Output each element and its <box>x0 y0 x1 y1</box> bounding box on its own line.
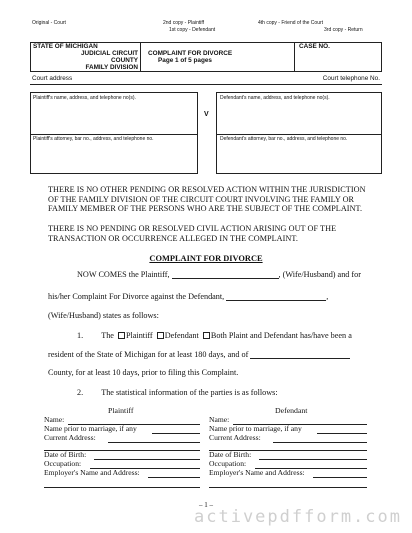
plaintiff-address-field[interactable] <box>108 442 200 443</box>
complaint-heading: COMPLAINT FOR DIVORCE <box>149 254 263 263</box>
plaintiff-dob-label: Date of Birth: <box>44 450 87 459</box>
item-1-the: The <box>101 331 114 340</box>
defendant-prior-name-label: Name prior to marriage, if any <box>209 424 302 433</box>
plaintiff-box-divider <box>30 134 198 135</box>
comma-text: , <box>326 292 329 301</box>
defendant-occupation-label: Occupation: <box>209 459 247 468</box>
copy-first: 1st copy - Defendant <box>169 27 216 33</box>
defendant-employer-label: Employer's Name and Address: <box>209 468 305 477</box>
complaint-line-2 <box>48 292 328 301</box>
plaintiff-checkbox[interactable] <box>118 332 125 339</box>
item-2-text: The statistical information of the parties is as follows: <box>101 388 278 397</box>
page-number: – 1 – <box>199 501 213 509</box>
residence-text: resident of the State of Michigan for at least 180 days, and of <box>48 350 249 359</box>
county-blank[interactable] <box>250 351 350 359</box>
plaintiff-name-label: Plaintiff's name, address, and telephone no(s). <box>33 95 136 101</box>
wife-husband-text-1: , (Wife/Husband) and for <box>278 270 361 279</box>
defendant-address-field[interactable] <box>273 442 367 443</box>
copy-original: Original - Court <box>32 20 66 26</box>
complaint-line-3: (Wife/Husband) states as follows: <box>48 311 159 320</box>
plaintiff-dob-field[interactable] <box>94 459 200 460</box>
item-1-line <box>77 331 352 340</box>
item-2-line <box>77 388 278 397</box>
versus-label: V <box>204 111 209 118</box>
plaintiff-employer-label: Employer's Name and Address: <box>44 468 140 477</box>
defendant-checkbox[interactable] <box>157 332 164 339</box>
defendant-employer-field[interactable] <box>313 477 367 478</box>
statement-civil-action: THERE IS NO PENDING OR RESOLVED CIVIL ACTION ARISING OUT OF THE TRANSACTION OR OCCURRENCE ALLEGED IN THE COMPLAINT. <box>48 224 337 243</box>
plaintiff-column-header: Plaintiff <box>108 406 134 415</box>
defendant-attorney-label: Defendant's attorney, bar no., address, and telephone no. <box>220 136 348 142</box>
now-comes-text: NOW COMES the Plaintiff, <box>77 270 170 279</box>
plaintiff-prior-name-label: Name prior to marriage, if any <box>44 424 137 433</box>
defendant-option-label: Defendant <box>164 331 199 340</box>
plaintiff-employer-field-2[interactable] <box>44 487 200 488</box>
defendant-box-divider <box>216 134 382 135</box>
defendant-name-blank[interactable] <box>226 292 329 301</box>
division-label: FAMILY DIVISION <box>85 64 138 71</box>
both-checkbox[interactable] <box>203 332 210 339</box>
header-divider-2 <box>294 42 295 72</box>
defendant-column-header: Defendant <box>275 406 308 415</box>
both-option-label: Both Plaint and Defendant has/have been a <box>210 331 352 340</box>
plaintiff-address-label: Current Address: <box>44 433 96 442</box>
court-phone-label: Court telephone No. <box>322 75 380 82</box>
item-2-number: 2. <box>77 388 84 397</box>
state-label: STATE OF MICHIGAN <box>33 43 98 50</box>
complaint-line-1 <box>77 270 361 279</box>
plaintiff-box[interactable] <box>30 92 198 174</box>
form-pages: Page 1 of 5 pages <box>158 57 212 64</box>
plaintiff-attorney-label: Plaintiff's attorney, bar no., address, and telephone no. <box>33 136 154 142</box>
complaint-against-text: his/her Complaint For Divorce against the Defendant, <box>48 292 225 301</box>
defendant-name-label-stat: Name: <box>209 415 230 424</box>
plaintiff-option-label: Plaintiff <box>125 331 153 340</box>
plaintiff-name-blank[interactable] <box>172 271 279 279</box>
copy-fourth: 4th copy - Friend of the Court <box>258 20 324 26</box>
county-label: COUNTY <box>111 57 138 64</box>
item-1-number: 1. <box>77 331 84 340</box>
header-divider-1 <box>140 42 141 72</box>
defendant-prior-name-field[interactable] <box>317 433 367 434</box>
copy-third: 3rd copy - Return <box>324 27 363 33</box>
watermark-logo: activepdfform.com <box>194 507 402 527</box>
statement-jurisdiction: THERE IS NO OTHER PENDING OR RESOLVED ACTION WITHIN THE JURISDICTION OF THE FAMILY DIVISION OF THE CIRCUIT COURT INVOLVING THE FAMILY OR FAMILY MEMBER OF THE PERSONS WHO ARE THE SUBJECT OF THE COMPLAINT. <box>48 185 366 214</box>
defendant-dob-field[interactable] <box>259 459 367 460</box>
circuit-label: JUDICIAL CIRCUIT <box>80 50 138 57</box>
copy-second: 2nd copy - Plaintiff <box>163 20 205 26</box>
court-address-label: Court address <box>32 75 73 82</box>
defendant-name-label: Defendant's name, address, and telephone no(s). <box>220 95 330 101</box>
form-title: COMPLAINT FOR DIVORCE <box>148 50 233 57</box>
item-1-county-line: County, for at least 10 days, prior to filing this Complaint. <box>48 368 239 377</box>
case-no-label[interactable]: CASE NO. <box>299 43 330 50</box>
defendant-address-label: Current Address: <box>209 433 261 442</box>
defendant-employer-field-2[interactable] <box>209 487 367 488</box>
plaintiff-occupation-label: Occupation: <box>44 459 82 468</box>
plaintiff-prior-name-field[interactable] <box>152 433 200 434</box>
defendant-dob-label: Date of Birth: <box>209 450 252 459</box>
plaintiff-employer-field[interactable] <box>148 477 200 478</box>
court-address-line <box>30 84 382 85</box>
plaintiff-name-label-stat: Name: <box>44 415 65 424</box>
item-1-residence-line <box>48 350 350 359</box>
defendant-box[interactable] <box>216 92 382 174</box>
